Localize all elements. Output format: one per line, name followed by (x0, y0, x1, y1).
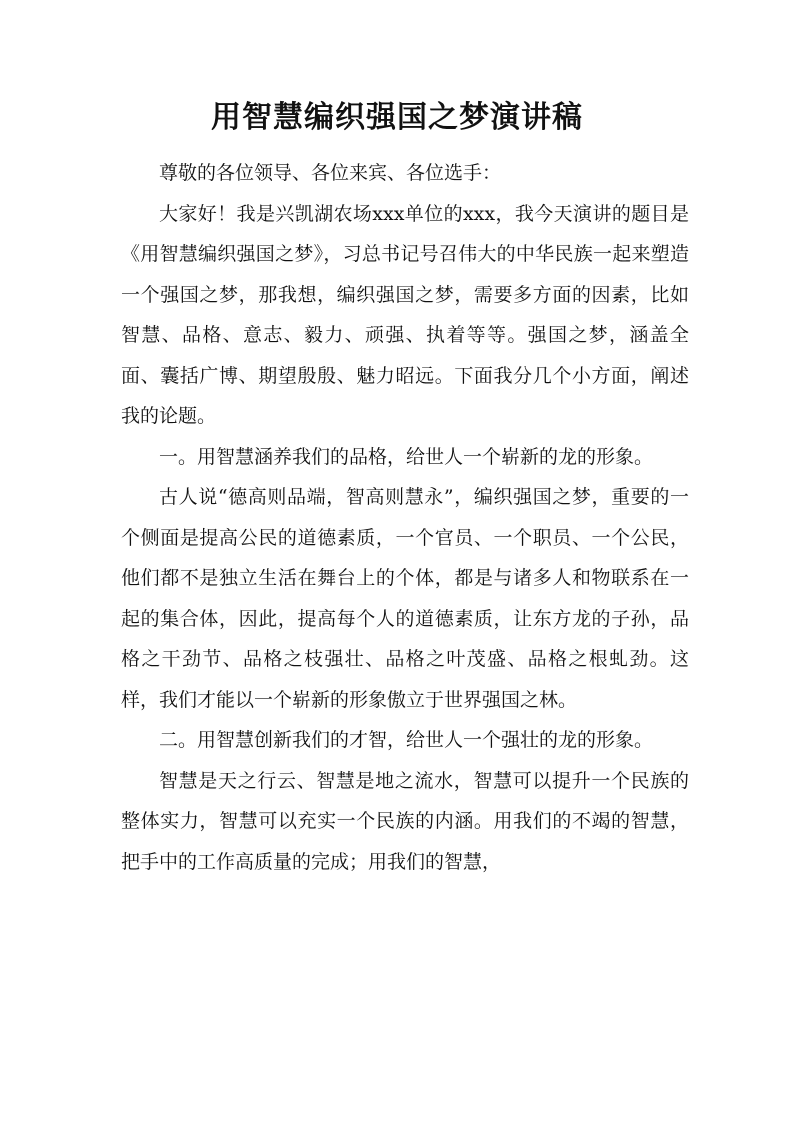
document-title: 用智慧编织强国之梦演讲稿 (211, 100, 583, 135)
section-one-heading: 一。用智慧涵养我们的品格，给世人一个崭新的龙的形象。 (159, 445, 654, 468)
document-body (121, 153, 689, 882)
intro-paragraph: 大家好！我是兴凯湖农场xxx单位的xxx，我今天演讲的题目是《用智慧编织强国之梦》，习总书记号召伟大的中华民族一起来塑造一个强国之梦，那我想，编织强国之梦，需要多方面的因素，比如智慧、品格、意志、毅力、顽强、执着等等。强国之梦，涵盖全面、囊括广博、期望殷殷、魅力昭远。下面我分几个小方面，阐述我的论题。 (121, 202, 689, 427)
section-two-heading: 二。用智慧创新我们的才智，给世人一个强壮的龙的形象。 (159, 729, 654, 751)
section-two-paragraph: 智慧是天之行云、智慧是地之流水，智慧可以提升一个民族的整体实力，智慧可以充实一个民族的内涵。用我们的不竭的智慧，把手中的工作高质量的完成；用我们的智慧， (121, 769, 689, 873)
salutation-paragraph: 尊敬的各位领导、各位来宾、各位选手： (159, 162, 502, 184)
section-one-paragraph: 古人说“德高则品端，智高则慧永”，编织强国之梦，重要的一个侧面是提高公民的道德素质，一个官员、一个职员、一个公民，他们都不是独立生活在舞台上的个体，都是与诸多人和物联系在一起的集合体，因此，提高每个人的道德素质，让东方龙的子孙，品格之干劲节、品格之枝强壮、品格之叶茂盛、品格之根虬劲。这样，我们才能以一个崭新的形象傲立于世界强国之林。 (121, 486, 689, 711)
